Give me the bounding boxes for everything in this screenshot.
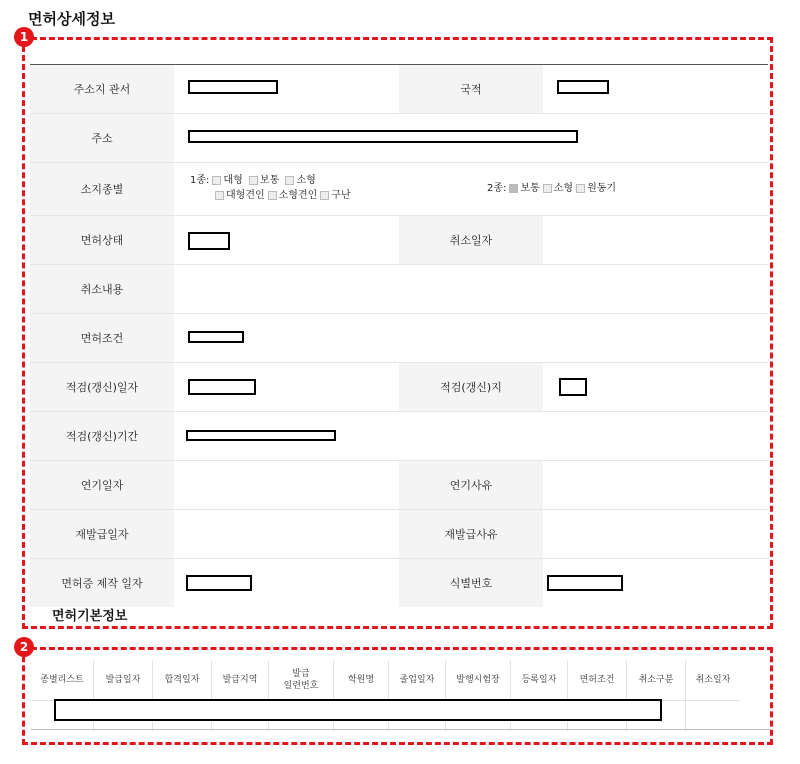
option-wrecker: 구난 — [331, 190, 351, 201]
col-type-list: 종별리스트 — [31, 660, 94, 701]
highlight-box-basic — [22, 647, 773, 745]
redacted-box — [557, 80, 609, 94]
option-class2-normal: 보통 — [520, 183, 540, 194]
cancel-date-value — [543, 216, 768, 264]
checkbox-large-tow[interactable] — [215, 191, 224, 200]
checkbox-small[interactable] — [285, 176, 294, 185]
checkbox-large[interactable] — [212, 176, 221, 185]
row-license-type — [30, 163, 768, 216]
class2-prefix: 2종: — [487, 183, 507, 194]
reissue-date-label: 재발급일자 — [30, 510, 174, 558]
col-issue-serial: 발급 일련번호 — [269, 660, 334, 701]
redacted-box — [188, 379, 256, 395]
row-license-condition — [30, 314, 768, 363]
col-cancel-type: 취소구분 — [627, 660, 686, 701]
postpone-reason-value — [543, 461, 768, 509]
class1-prefix: 1종: — [190, 175, 210, 186]
row-renewal-period — [30, 412, 768, 461]
redacted-box — [188, 130, 578, 143]
checkbox-class2-small[interactable] — [543, 184, 552, 193]
license-type-value — [174, 163, 768, 215]
col-issue-region: 발급지역 — [212, 660, 269, 701]
address-value — [174, 114, 768, 162]
redacted-box — [188, 80, 278, 94]
col-pass-date: 합격일자 — [153, 660, 212, 701]
renewal-period-value — [174, 412, 768, 460]
license-condition-label: 면허조건 — [30, 314, 174, 362]
address-label: 주소 — [30, 114, 174, 162]
postpone-date-label: 연기일자 — [30, 461, 174, 509]
col-graduation-date: 졸업일자 — [389, 660, 446, 701]
card-made-date-value — [174, 559, 399, 607]
row-reissue — [30, 510, 768, 559]
section-badge-2: 2 — [14, 637, 34, 657]
postpone-reason-label: 연기사유 — [399, 461, 543, 509]
table-bottom-border — [31, 729, 771, 730]
redacted-box — [186, 575, 252, 591]
license-status-label: 면허상태 — [30, 216, 174, 264]
page-title: 면허상세정보 — [28, 10, 115, 28]
license-class2-group — [487, 181, 616, 196]
col-issue-date: 발급일자 — [94, 660, 153, 701]
renewal-date-value — [174, 363, 399, 411]
renewal-place-value — [543, 363, 768, 411]
row-license-status — [30, 216, 768, 265]
address-office-value — [174, 65, 399, 113]
checkbox-small-tow[interactable] — [268, 191, 277, 200]
option-large: 대형 — [223, 175, 243, 186]
checkbox-moped[interactable] — [576, 184, 585, 193]
option-moped: 원동기 — [587, 183, 617, 194]
col-register-date: 등록일자 — [511, 660, 568, 701]
row-renewal-date — [30, 363, 768, 412]
row-postpone — [30, 461, 768, 510]
reissue-reason-value — [543, 510, 768, 558]
cancel-content-label: 취소내용 — [30, 265, 174, 313]
basic-info-title: 면허기본정보 — [52, 609, 128, 624]
redacted-box — [188, 232, 230, 250]
checkbox-wrecker[interactable] — [320, 191, 329, 200]
renewal-date-label: 적검(갱신)일자 — [30, 363, 174, 411]
cancel-content-value — [174, 265, 768, 313]
row-card-made — [30, 559, 768, 607]
nationality-label: 국적 — [399, 65, 543, 113]
id-number-value — [543, 559, 768, 607]
redacted-box — [186, 430, 336, 441]
renewal-period-label: 적검(갱신)기간 — [30, 412, 174, 460]
col-cancel-date: 취소일자 — [695, 675, 731, 685]
option-small-tow: 소형견인 — [278, 190, 318, 201]
renewal-place-label: 적검(갱신)지 — [399, 363, 543, 411]
license-type-label: 소지종별 — [30, 163, 174, 215]
option-small: 소형 — [296, 175, 316, 186]
option-class2-small: 소형 — [553, 183, 574, 194]
license-condition-value — [174, 314, 768, 362]
postpone-date-value — [174, 461, 399, 509]
license-status-value — [174, 216, 399, 264]
col-test-site: 발행시험장 — [446, 660, 511, 701]
option-large-tow: 대형견인 — [226, 190, 265, 201]
nationality-value — [543, 65, 768, 113]
reissue-date-value — [174, 510, 399, 558]
section-badge-1: 1 — [14, 27, 34, 47]
redacted-box — [559, 378, 587, 396]
redacted-box — [54, 699, 662, 721]
redacted-box — [188, 331, 244, 343]
checkbox-normal[interactable] — [249, 176, 258, 185]
card-made-date-label: 면허증 제작 일자 — [30, 559, 174, 607]
address-office-label: 주소지 관서 — [30, 65, 174, 113]
col-license-condition: 면허조건 — [568, 660, 627, 701]
row-address — [30, 114, 768, 163]
cancel-date-label: 취소일자 — [399, 216, 543, 264]
redacted-box — [547, 575, 623, 591]
row-cancel-content — [30, 265, 768, 314]
license-detail-table — [30, 64, 768, 607]
checkbox-class2-normal[interactable] — [509, 184, 518, 193]
col-academy: 학원명 — [334, 660, 389, 701]
reissue-reason-label: 재발급사유 — [399, 510, 543, 558]
option-normal: 보통 — [259, 175, 280, 186]
row-address-office — [30, 65, 768, 114]
id-number-label: 식별번호 — [399, 559, 543, 607]
license-class1-group — [190, 173, 351, 203]
